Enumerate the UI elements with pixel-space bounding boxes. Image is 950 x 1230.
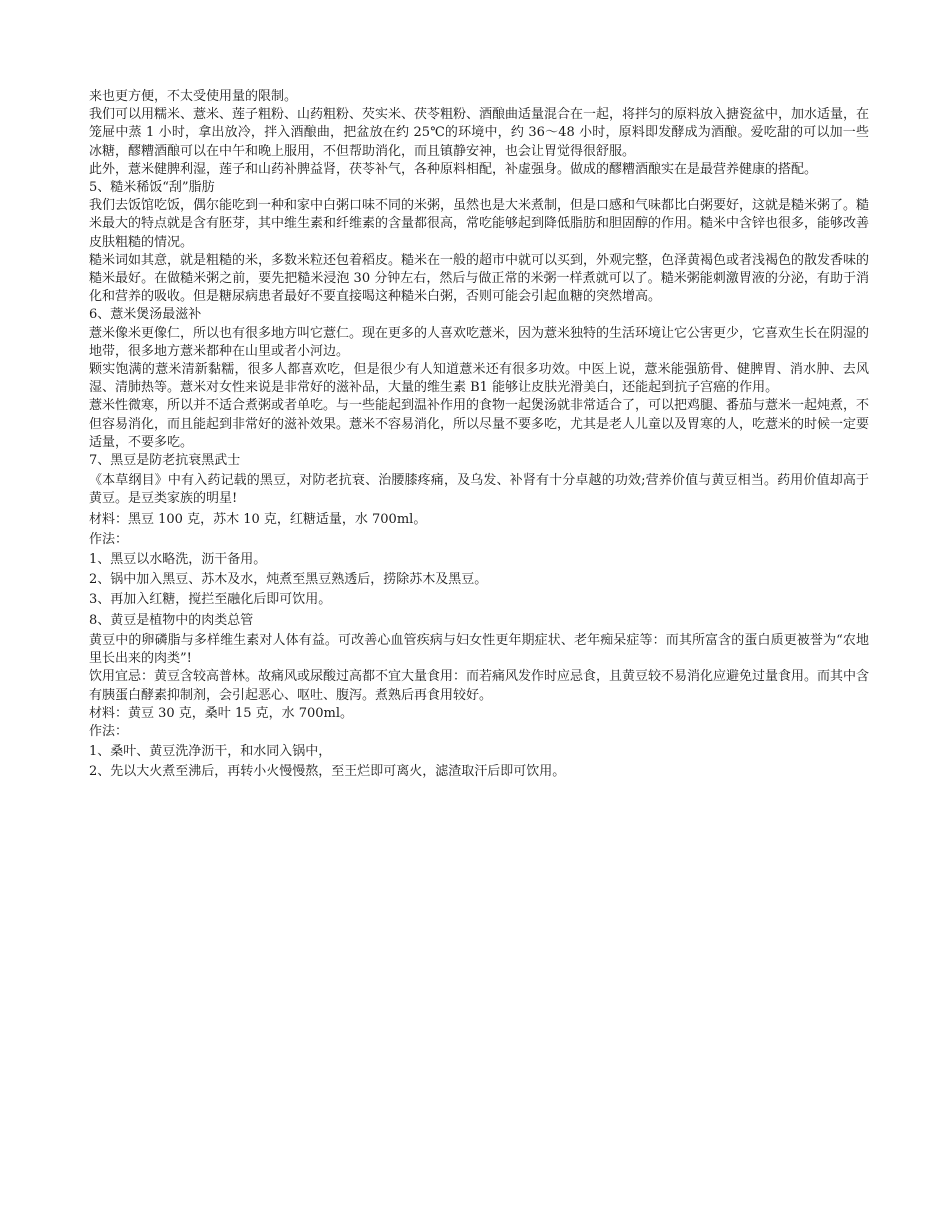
- document-body: [89, 88, 869, 782]
- paragraph-intro-continuation: 来也更方便，不太受使用量的限制。: [89, 89, 298, 104]
- paragraph-soybean-ingredients: 材料：黄豆 30 克，桑叶 15 克，水 700ml。: [89, 705, 354, 721]
- paragraph-soybean-intro: 黄豆中的卵磷脂与多样维生素对人体有益。可改善心血管疾病与妇女性更年期症状、老年痴呆症等：而其所富含的蛋白质更被誉为“农地里长出来的肉类”!: [89, 632, 869, 667]
- paragraph-coix-usage: 薏米性微寒，所以并不适合煮粥或者单吃。与一些能起到温补作用的食物一起煲汤就非常适合了，可以把鸡腿、番茄与薏米一起炖煮，不但容易消化，而且能起到非常好的滋补效果。薏米不容易消化，所以尽量不要多吃，尤其是老人儿童以及胃寒的人，吃薏米的时候一定要适量，不要多吃。: [89, 398, 870, 450]
- section-heading-6: 6、薏米煲汤最滋补: [89, 307, 202, 323]
- paragraph-jiuniang-method: 我们可以用糯米、薏米、莲子粗粉、山药粗粉、芡实米、茯苓粗粉、酒酿曲适量混合在一起，将拌匀的原料放入搪瓷盆中，加水适量，在笼屉中蒸 1 小时，拿出放冷，拌入酒酿曲，把盆放在约 25℃的环境中，约 36～48 小时，原料即发酵成为酒酿。爱吃甜的可以加一些冰糖，醪糟酒酿可以在中午和晚上服用，不但帮助消化，而且镇静安神，也会让胃觉得很舒服。: [89, 107, 870, 159]
- paragraph-black-bean-intro: 《本草纲目》中有入药记载的黑豆，对防老抗衰、治腰膝疼痛，及乌发、补肾有十分卓越的功效;营养价值与黄豆相当。药用价值却高于黄豆。是豆类家族的明星!: [89, 473, 869, 507]
- paragraph-black-bean-method-label: 作法：: [89, 531, 129, 547]
- section-heading-7: 7、黑豆是防老抗衰黑武士: [89, 453, 241, 469]
- section-heading-8: 8、黄豆是植物中的肉类总管: [89, 612, 254, 628]
- section-heading-5: 5、糙米稀饭“刮”脂肪: [89, 180, 215, 196]
- paragraph-soybean-step-2: 2、先以大火煮至沸后，再转小火慢慢熬，至王烂即可离火，滤渣取汗后即可饮用。: [89, 764, 566, 780]
- paragraph-brown-rice-intro: 我们去饭馆吃饭，偶尔能吃到一种和家中白粥口味不同的米粥，虽然也是大米煮制，但是口感和气味都比白粥要好，这就是糙米粥了。糙米最大的特点就是含有胚芽，其中维生素和纤维素的含量都很高，常吃能够起到降低脂肪和胆固醇的作用。糙米中含锌也很多，能够改善皮肤粗糙的情况。: [89, 198, 870, 250]
- paragraph-soybean-caution: 饮用宜忌：黄豆含较高普林。故痛风或尿酸过高都不宜大量食用：而若痛风发作时应忌食，且黄豆较不易消化应避免过量食用。而其中含有胰蛋白酵素抑制剂，会引起恶心、呕吐、腹泻。煮熟后再食用较好。: [89, 669, 870, 703]
- paragraph-coix-effects: 颗实饱满的薏米清新黏糯，很多人都喜欢吃，但是很少有人知道薏米还有很多功效。中医上说，薏米能强筋骨、健脾胃、消水肿、去风湿、清肺热等。薏米对女性来说是非常好的滋补品，大量的维生素 B1 能够让皮肤光滑美白，还能起到抗子宫癌的作用。: [89, 362, 869, 396]
- paragraph-soybean-step-1: 1、桑叶、黄豆洗净沥干，和水同入锅中，: [89, 744, 332, 760]
- paragraph-coix-intro: 薏米像米更像仁，所以也有很多地方叫它薏仁。现在更多的人喜欢吃薏米，因为薏米独特的生活环境让它公害更少，它喜欢生长在阴湿的地带，很多地方薏米都种在山里或者小河边。: [89, 325, 870, 359]
- paragraph-black-bean-step-2: 2、锅中加入黑豆、苏木及水，炖煮至黑豆熟透后，捞除苏木及黑豆。: [89, 572, 488, 588]
- paragraph-brown-rice-method: 糙米词如其意，就是粗糙的米，多数米粒还包着稻皮。糙米在一般的超市中就可以买到，外观完整，色泽黄褐色或者浅褐色的散发香味的糙米最好。在做糙米粥之前，要先把糙米浸泡 30 分钟左右，然后与做正常的米粥一样煮就可以了。糙米粥能刺激胃液的分泌，有助于消化和营养的吸收。但是糖尿病患者最好不要直接喝这种糙米白粥，否则可能会引起血糖的突然增高。: [89, 252, 870, 305]
- paragraph-black-bean-ingredients: 材料：黑豆 100 克，苏木 10 克，红糖适量，水 700ml。: [89, 511, 427, 527]
- paragraph-black-bean-step-1: 1、黑豆以水略洗，沥干备用。: [89, 552, 267, 568]
- paragraph-jiuniang-benefits: 此外，薏米健脾利湿，莲子和山药补脾益肾，茯苓补气，各种原料相配，补虚强身。做成的醪糟酒酿实在是最营养健康的搭配。: [89, 161, 818, 177]
- paragraph-soybean-method-label: 作法：: [89, 723, 129, 739]
- paragraph-black-bean-step-3: 3、再加入红糖，搅拦至融化后即可饮用。: [89, 592, 332, 608]
